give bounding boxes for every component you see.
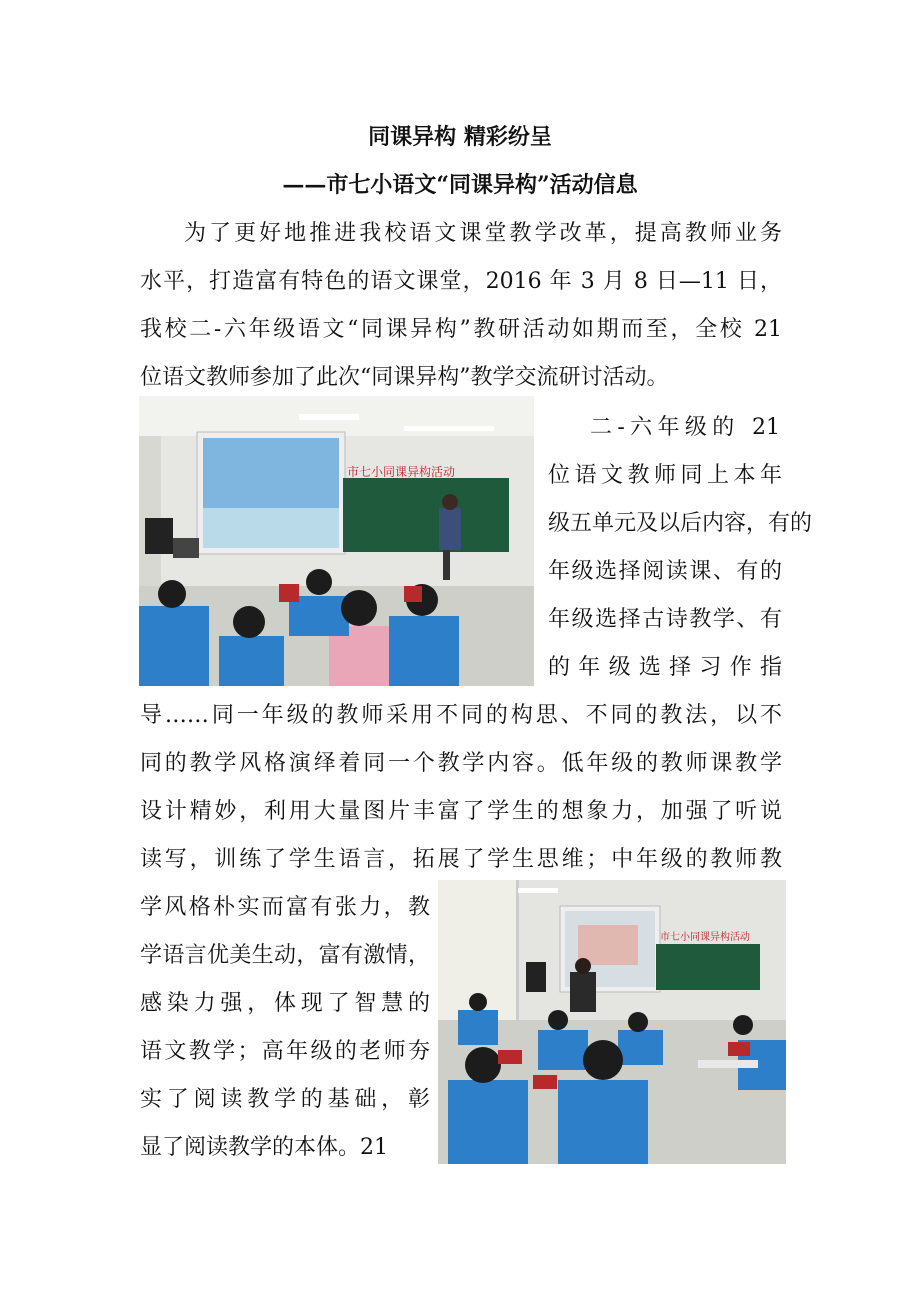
banner-text: 市七小同课异构活动 (347, 465, 456, 479)
text-line: 感染力强，体现了智慧的 (140, 991, 430, 1016)
text-line: 学风格朴实而富有张力，教 (140, 895, 430, 920)
text-line: 位语文教师同上本年 (548, 463, 782, 488)
text-line: 读写，训练了学生语言，拓展了学生思维；中年级的教师教 (140, 847, 782, 872)
banner-text: 市七小同课异构活动 (660, 932, 750, 943)
classroom-photo-1 (139, 396, 534, 686)
text-line: 学语言优美生动，富有激情， (140, 943, 430, 968)
page-title: 同课异构 精彩纷呈 (368, 124, 552, 150)
text-line: 设计精妙，利用大量图片丰富了学生的想象力，加强了听说 (140, 799, 782, 824)
text-line: 同的教学风格演绎着同一个教学内容。低年级的教师课教学 (140, 751, 782, 776)
text-line: 年级选择阅读课、有的 (548, 559, 782, 584)
text-line: 级五单元及以后内容，有的 (548, 511, 813, 536)
text-line: 的 年 级 选 择 习 作 指 (548, 655, 782, 680)
classroom-photo-2 (438, 880, 786, 1164)
page-subtitle: ——市七小语文“同课异构”活动信息 (282, 172, 638, 198)
text-line: 实了阅读教学的基础，彰 (140, 1087, 430, 1112)
text-line: 为了更好地推进我校语文课堂教学改革，提高教师业务 (184, 221, 782, 246)
text-line: 水平，打造富有特色的语文课堂，2016 年 3 月 8 日—11 日， (140, 269, 782, 294)
text-line: 语文教学；高年级的老师夯 (140, 1039, 430, 1064)
text-line: 显了阅读教学的本体。21 (140, 1135, 388, 1160)
text-line: 导……同一年级的教师采用不同的构思、不同的教法，以不 (140, 703, 782, 728)
text-line: 年级选择古诗教学、有 (548, 607, 782, 632)
text-line: 我校二-六年级语文“同课异构”教研活动如期而至，全校 21 (140, 317, 782, 342)
text-line: 二-六年级的 21 (590, 415, 780, 440)
text-line: 位语文教师参加了此次“同课异构”教学交流研讨活动。 (140, 365, 669, 390)
